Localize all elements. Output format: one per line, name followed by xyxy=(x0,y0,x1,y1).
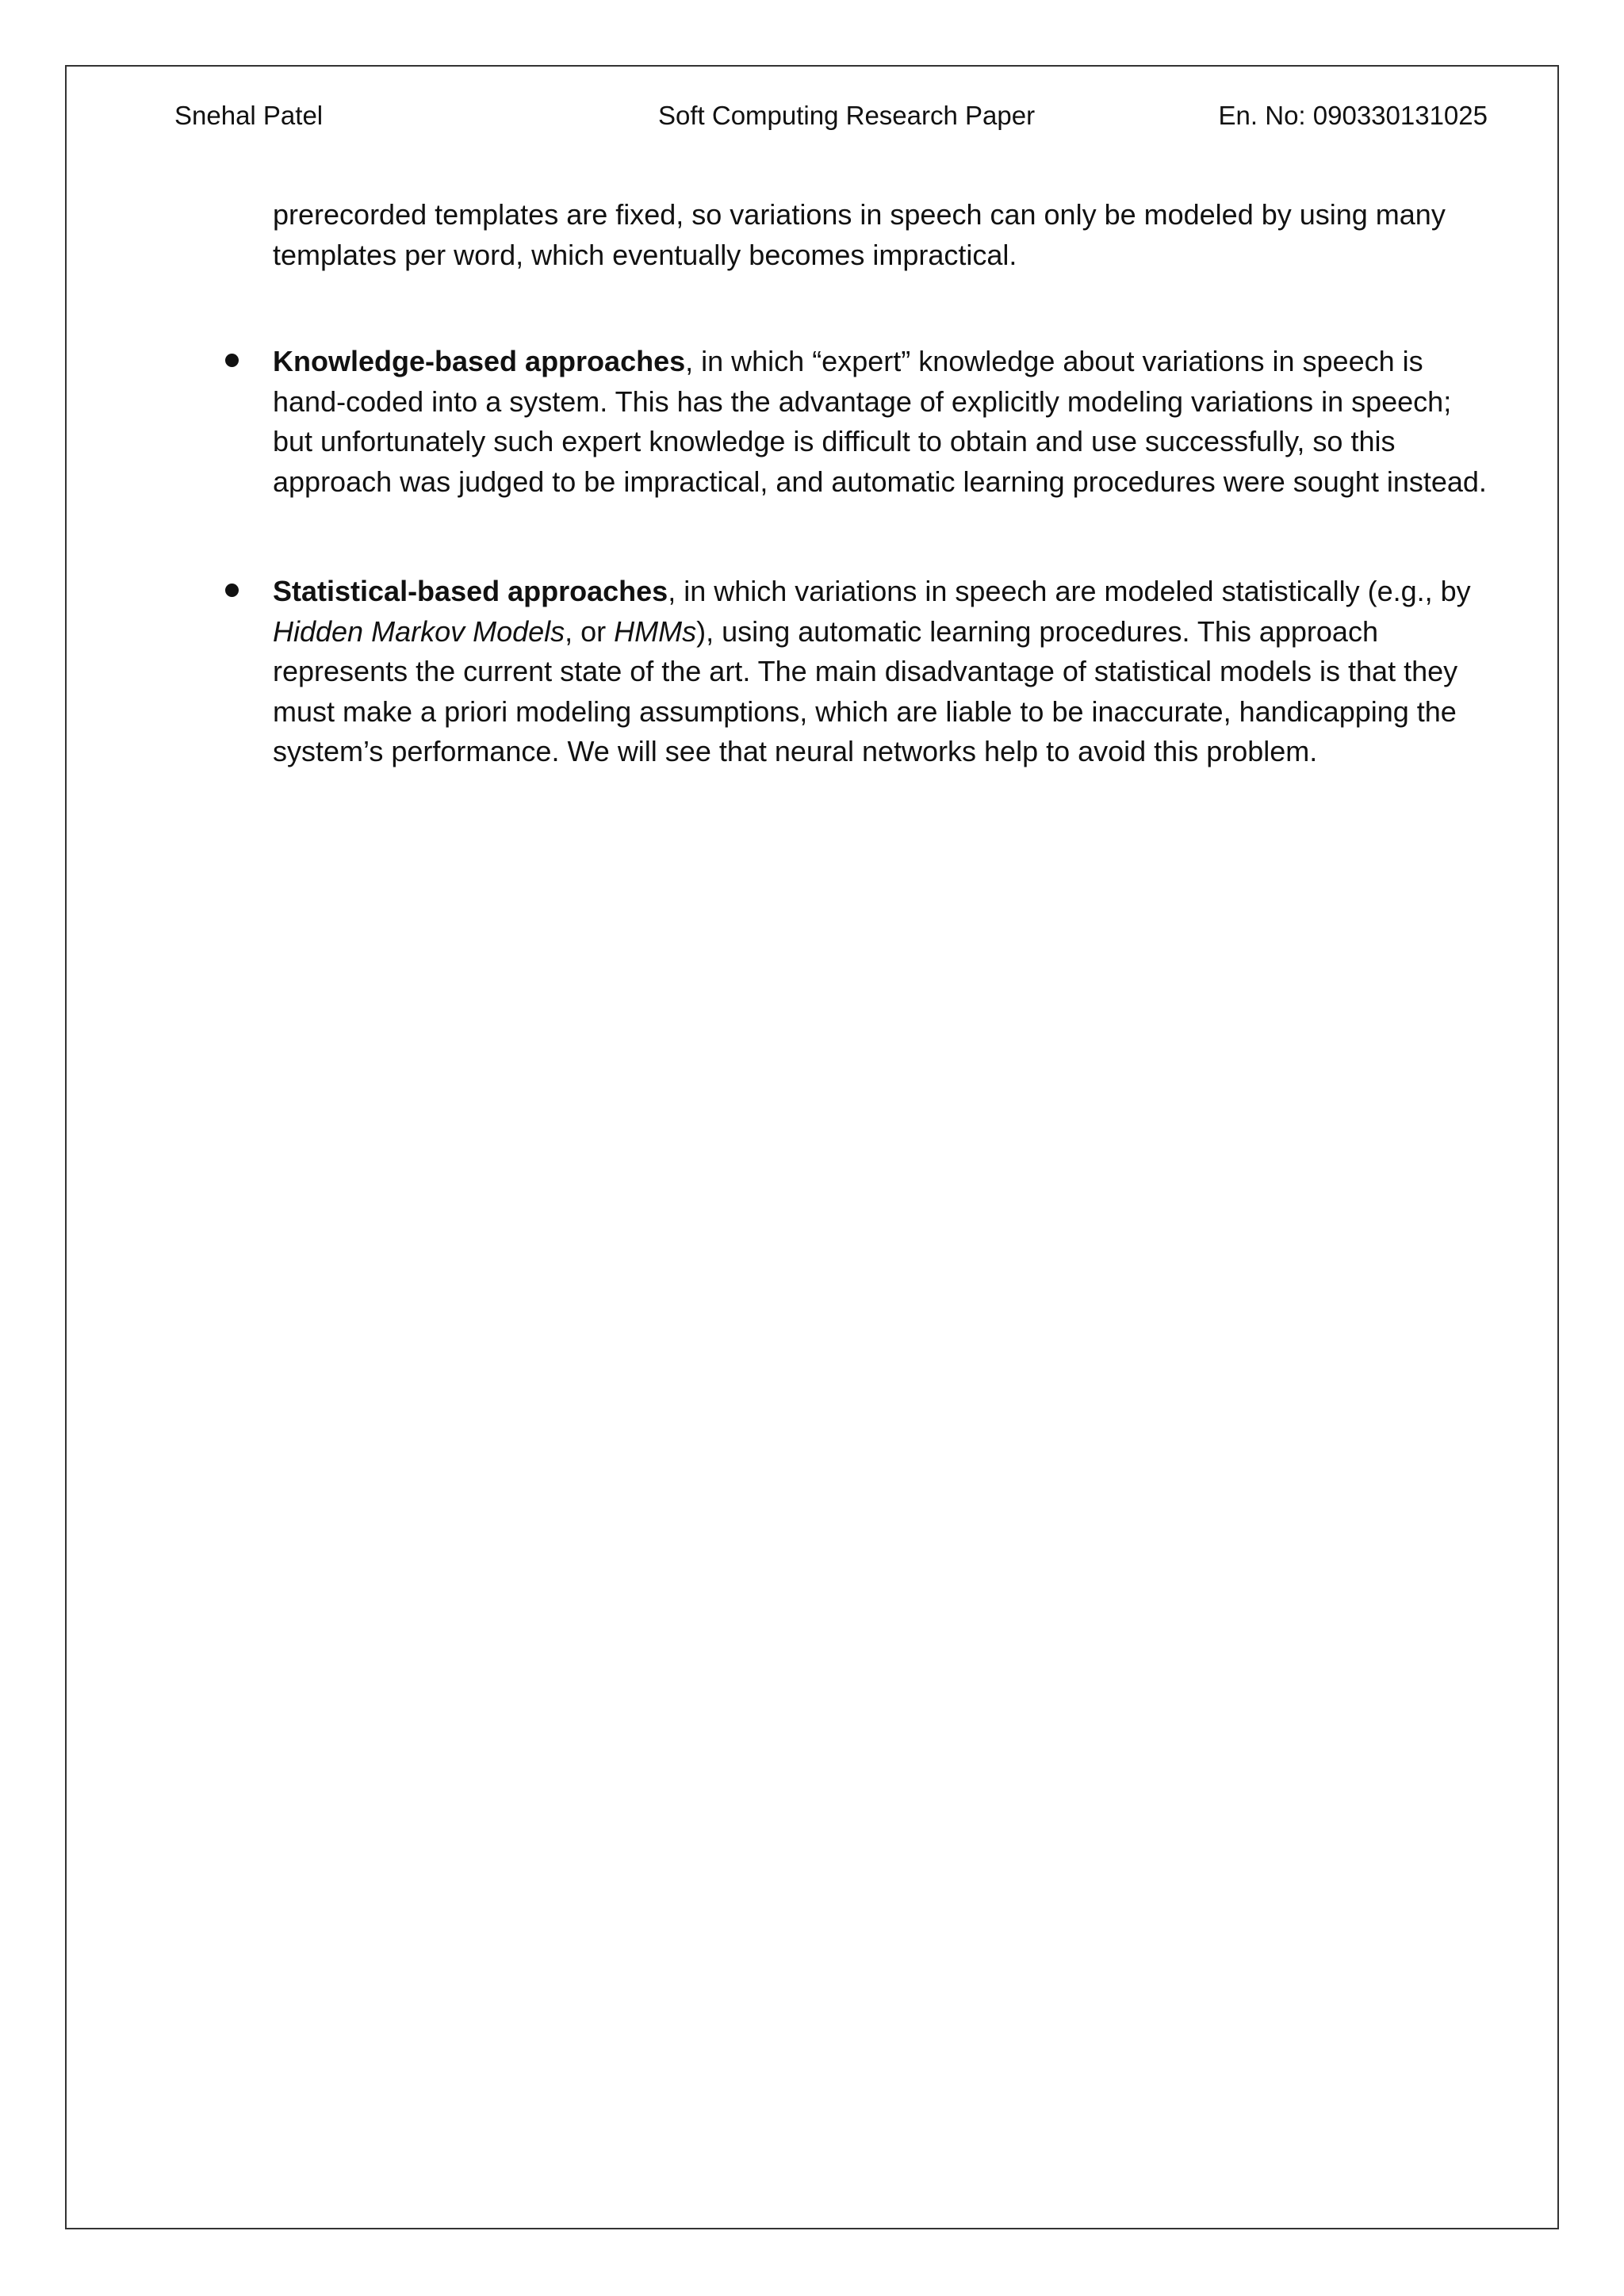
page-header xyxy=(174,98,1488,133)
bullet-term: Knowledge-based approaches xyxy=(273,345,686,377)
italic-term-hmm-abbrev: HMMs xyxy=(614,614,697,648)
continuation-paragraph: prerecorded templates are fixed, so variations in speech can only be modeled by using many templates per word, which eventually becomes impractical. xyxy=(273,198,1446,271)
bullet-knowledge-based xyxy=(273,342,1491,502)
bullet-statistical-based xyxy=(273,572,1491,772)
bullet-description-part: ), using automatic learning procedures. This approach represents the current state of the art. The main disadvantage of statistical models is that they must make a priori modeling assumptions, which are liable to be inaccurate, handicapping the system’s performance. We will see that neural networks help to avoid this problem. xyxy=(273,614,1458,767)
bullet-description: , in which “expert” knowledge about variations in speech is hand-coded into a system. This has the advantage of explicitly modeling variations in speech; but unfortunately such expert knowledge is difficult to obtain and use successfully, so this approach was judged to be impractical, and automatic learning procedures were sought instead. xyxy=(273,345,1487,498)
bullet-icon xyxy=(225,354,239,367)
bullet-icon xyxy=(225,584,239,597)
bullet-text xyxy=(273,572,1491,772)
header-enrollment: En. No: 090330131025 xyxy=(1218,101,1488,130)
italic-term-hmm-full: Hidden Markov Models xyxy=(273,614,565,648)
bullet-description-part: , in which variations in speech are modeled statistically (e.g., by xyxy=(668,575,1471,607)
bullet-description-part: , or xyxy=(565,614,615,648)
header-author: Snehal Patel xyxy=(174,101,324,130)
page-body xyxy=(273,195,1491,772)
bullet-term: Statistical-based approaches xyxy=(273,575,668,607)
header-title: Soft Computing Research Paper xyxy=(658,101,1036,130)
bullet-text xyxy=(273,342,1491,502)
